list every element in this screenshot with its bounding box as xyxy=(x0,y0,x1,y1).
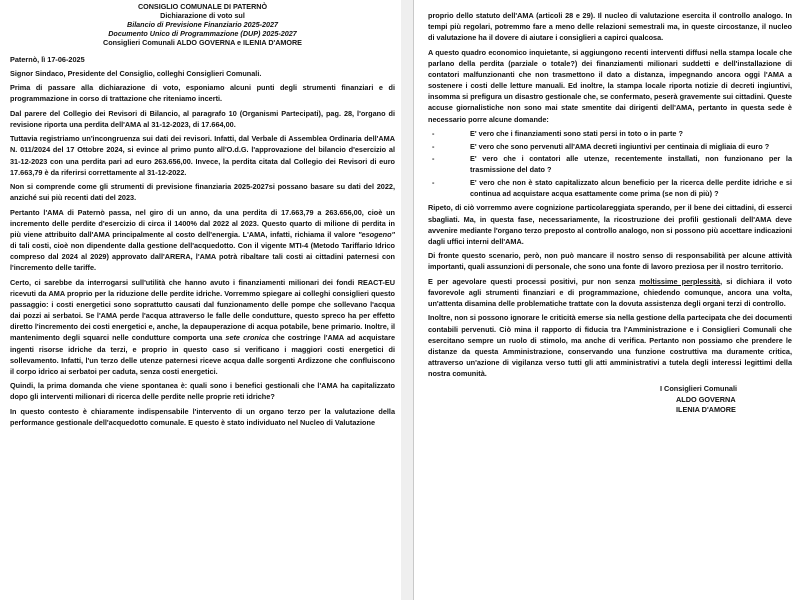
underlined-text: moltissime perplessità xyxy=(639,276,721,286)
list-item: - E' vero che sono pervenuti all'AMA decreti ingiuntivi per centinaia di migliaia di euro ? xyxy=(432,141,770,151)
header-dup: Documento Unico di Programmazione (DUP) 2025-2027 xyxy=(108,28,297,38)
page-gutter xyxy=(401,0,413,600)
paragraph: Prima di passare alla dichiarazione di voto, esponiamo alcuni punti degli strumenti finanziari e di programmazione in corso di trattazione che riteniamo incerti. xyxy=(10,83,395,104)
paragraph: Pertanto l'AMA di Paternò passa, nel giro di un anno, da una perdita di 17.663,79 a 263.656,00, cioè un incremento delle perdite d'esercizio di circa il 1400% dal 2022 al 2023. Questo quarto di milione di perdita in più viene attribuito dall'AMA principalmente al costo dell'energia. L'AMA, infatti, richiama il valore "esogeno" di tali costi, cioè non dipendente dalla gestione dell'acquedotto. Con il vigente MTI-4 (Metodo Tariffario Idrico compreso dal 2024 al 2029) approvato dall'ARERA, l'AMA potrà ribaltare tali costi ai cittadini paternesi con l'incremento delle tariffe. xyxy=(10,207,395,273)
list-item: - E' vero che non è stato capitalizzato alcun beneficio per la ricerca delle perdite idriche e si continua ad acquistare acqua esattamente come prima (se non di più) ? xyxy=(432,178,792,199)
list-item: - E' vero che i contatori alle utenze, recentemente installati, non funzionano per la trasmissione del dato ? xyxy=(432,154,792,175)
dash-bullet: - xyxy=(432,178,435,188)
list-item: - E' vero che i finanziamenti sono stati persi in toto o in parte ? xyxy=(432,128,683,138)
question-list xyxy=(428,128,792,199)
signature-name: ALDO GOVERNA xyxy=(676,394,736,404)
place-date: Paternò, lì 17-06-2025 xyxy=(10,54,85,64)
header-declaration: Dichiarazione di voto sul xyxy=(160,10,245,20)
dash-bullet: - xyxy=(432,128,435,138)
paragraph: A questo quadro economico inquietante, si aggiungono recenti interventi diffusi nella stampa locale che parlano della perdita (parziale o totale?) dei finanziamenti milionari suddetti e dell'installazione di contatori malfunzionanti che non trasmettono il dato a distanza, impegnando ancora oggi l'AMA a sostenere i costi delle letture manuali. Ed inoltre, la stampa locale riporta notizie di decreti ingiuntivi, insomma si prefigura un disastro gestionale che, se confermato, peserà gravemente sui cittadini. Queste accuse giornalistiche non sono mai state smentite dai dirigenti dell'AMA, pertanto in questa sede è necessario porre alcune domande: xyxy=(428,47,792,124)
document-page-right xyxy=(413,0,800,600)
signature-name: ILENIA D'AMORE xyxy=(676,405,736,415)
dash-bullet: - xyxy=(432,154,435,164)
paragraph: In questo contesto è chiaramente indispensabile l'intervento di un organo terzo per la valutazione della performance gestionale dell'acquedotto comunale. E questo è stato individuato nel Nucleo di Valutazione xyxy=(10,406,395,427)
signature-title: I Consiglieri Comunali xyxy=(660,384,738,394)
paragraph: Ripeto, di ciò vorremmo avere cognizione particolareggiata sperando, per il bene dei cittadini, di esserci sbagliati. Ma, in questa fase, necessariamente, la ricostruzione dei profili gestionali dell'AMA deve avvenire mediante l'organo terzo preposto al controllo analogo, non si possono più accettare indicazioni dagli uffici interni dell'AMA. xyxy=(428,203,792,246)
paragraph: Non si comprende come gli strumenti di previsione finanziaria 2025-2027si possano basare su dati del 2022, anziché sui più recenti dati del 2023. xyxy=(10,182,395,203)
paragraph: Tuttavia registriamo un'incongruenza sui dati dei revisori. Infatti, dal Verbale di Assemblea Ordinaria dell'AMA N. 011/2024 del 17 Ottobre 2024, si evince al primo punto all'O.d.G. l'approvazione del bilancio d'esercizio al 31-12-2023 con una perdita pari ad euro 263.656,00. Invece, la perdita citata dal Collegio dei Revisori di euro 17.663,79 è da riferirsi correttamente al 31-12-2022. xyxy=(10,134,395,177)
paragraph: Inoltre, non si possono ignorare le criticità emerse sia nella gestione della partecipata che dei documenti contabili pervenuti. Ciò mina il rapporto di fiducia tra l'Amministrazione e i Consiglieri Comunali che esercitano sempre un ruolo di stimolo, ma anche di verifica. Pertanto non possiamo che prendere le distanze da questa Amministrazione, conservando una funzione costruttiva ma duramente critica, attraverso un'azione di vigilanza verso tutti gli atti amministrativi a tutela degli interessi legittimi della nostra comunità. xyxy=(428,313,792,379)
paragraph: proprio dello statuto dell'AMA (articoli 28 e 29). Il nucleo di valutazione esercita il controllo analogo. In tempi più regolari, potremmo fare a meno delle relazioni semestrali ma, in queste circostanze, il nucleo di valutazione ha il dovere di aiutare i consiglieri a capirci qualcosa. xyxy=(428,11,792,43)
paragraph: Quindi, la prima domanda che viene spontanea è: quali sono i benefici gestionali che l'AMA ha capitalizzato dopo gli interventi milionari di ricerca delle perdite nelle proprie reti idriche? xyxy=(10,381,395,402)
paragraph: Di fronte questo scenario, però, non può mancare il nostro senso di responsabilità per alcune attività importanti, quali assunzioni di personale, che sono una fonte di lavoro preziosa per il nostro territorio. xyxy=(428,251,792,272)
paragraph: Certo, ci sarebbe da interrogarsi sull'utilità che hanno avuto i finanziamenti milionari dei fondi REACT-EU ricevuti da AMA proprio per la riduzione delle perdite idriche. Vorremmo spiegare ai colleghi consiglieri questo passaggio: i costi energetici sono soprattutto causati dal funzionamento delle pompe che sollevano l'acqua dai pozzi ai serbatoi. Se l'AMA perde l'acqua attraverso le falle delle condutture, questo spreco ha per effetto diretto l'incremento dei costi energetici e, anche, la depauperazione di acqua potabile, bene primario. Inoltre, il mantenimento degli squarci nelle condutture comporta una sete cronica che costringe l'AMA ad acquistare ingenti risorse idriche da terzi, e proprio in questo caso si verificano i maggiori costi energetici di sollevamento. Infatti, l'un terzo delle utenze paternesi riceve acqua dalle sorgenti Ardizzone che confluiscono il corpo idrico ai serbatoi per caduta, senza costi energetici. xyxy=(10,277,396,376)
paragraph: Dal parere del Collegio dei Revisori di Bilancio, al paragrafo 10 (Organismi Partecipati), pag. 28, l'organo di revisione riporta una perdita dell'AMA al 31-12-2023, di 17.664,00. xyxy=(10,108,395,129)
document-header xyxy=(10,3,395,48)
header-council: CONSIGLIO COMUNALE DI PATERNÒ xyxy=(137,2,268,11)
dash-bullet: - xyxy=(432,141,435,151)
header-budget: Bilancio di Previsione Finanziario 2025-2027 xyxy=(127,19,278,29)
header-councillors: Consiglieri Comunali ALDO GOVERNA e ILENIA D'AMORE xyxy=(103,37,302,47)
salutation: Signor Sindaco, Presidente del Consiglio, colleghi Consiglieri Comunali. xyxy=(10,68,262,78)
signature-block xyxy=(660,384,792,416)
paragraph: E per agevolare questi processi positivi, pur non senza moltissime perplessità, si dichiara il voto favorevole agli strumenti finanziari e di programmazione, chiedendo comunque, ancora una volta, un'attenta disamina delle problematiche trattate con la dovuta assistenza degli organi terzi di controllo. xyxy=(428,276,792,308)
